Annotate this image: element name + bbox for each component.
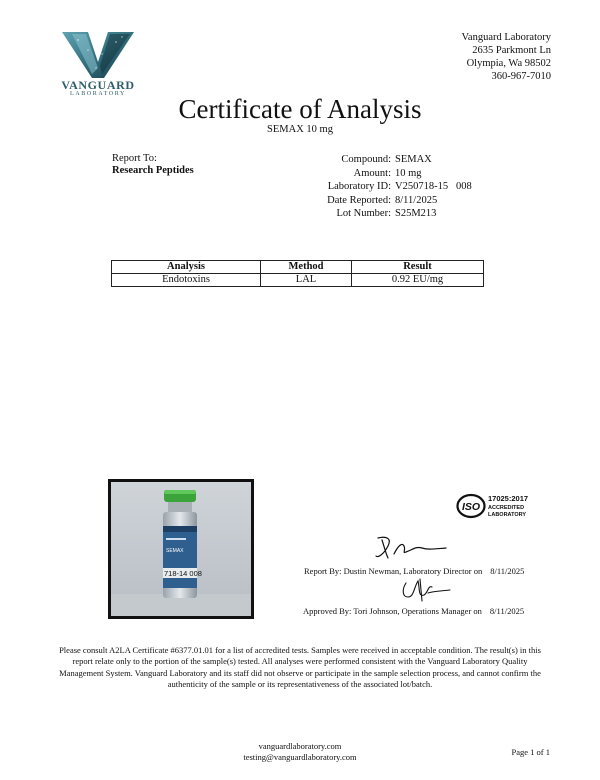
results-table [111, 260, 484, 287]
cell-analysis: Endotoxins [112, 274, 261, 287]
approved-date: 8/11/2025 [489, 606, 525, 616]
info-label: Lot Number: [336, 208, 391, 220]
info-row-laboratory-id [290, 180, 472, 194]
director-signature-icon [372, 532, 448, 562]
report-date: 8/11/2025 [490, 566, 525, 576]
lab-address [461, 31, 551, 83]
vial-batch-text: 718-14 008 [164, 569, 202, 578]
lab-name: Vanguard Laboratory [461, 32, 551, 43]
vial-brand-text: SEMAX [166, 548, 184, 554]
document-title: Certificate of Analysis [178, 94, 422, 124]
page-number: Page 1 of 1 [511, 747, 550, 757]
info-label: Compound: [341, 154, 391, 165]
info-label: Amount: [353, 167, 391, 179]
column-header-method: Method [261, 261, 352, 274]
info-label: Date Reported: [327, 194, 391, 206]
iso-laboratory: LABORATORY [488, 512, 527, 518]
cell-method: LAL [261, 274, 352, 287]
info-value: V250718-15 008 [395, 181, 472, 193]
report-to-name: Research Peptides [112, 165, 194, 176]
column-header-analysis: Analysis [112, 261, 261, 274]
table-row [112, 274, 484, 287]
info-value: 8/11/2025 [395, 194, 438, 206]
footer-email[interactable]: testing@vanguardlaboratory.com [243, 752, 357, 762]
info-row-date-reported [290, 194, 472, 208]
cell-result: 0.92 EU/mg [352, 274, 484, 287]
document-subtitle: SEMAX 10 mg [267, 124, 333, 135]
column-header-result: Result [352, 261, 484, 274]
iso-standard: 17025:2017 [488, 494, 529, 503]
approved-by-line [303, 606, 524, 616]
disclaimer-text: Please consult A2LA Certificate #6377.01.01 for a list of accredited tests. Samples were received in acceptable condition. The result(s) in this report relate only to the portion of the sample(s) tested. All analyses were performed consistent with the Vanguard Laboratory Quality Management System. Vanguard Laboratory and its staff did not observe or participate in the sample selection process, and cannot confirm the authenticity of the sample or its representativeness of the associated lot/batch. [59, 645, 541, 689]
footer-website[interactable]: vanguardlaboratory.com [258, 741, 342, 751]
footer [0, 741, 600, 763]
report-to-label: Report To: [112, 153, 157, 164]
info-row-amount [290, 167, 472, 181]
info-row-lot-number [290, 207, 472, 221]
sample-info [290, 153, 472, 221]
info-value: 10 mg [395, 167, 422, 179]
lab-city: Olympia, Wa 98502 [466, 58, 551, 69]
logo-wordmark: VANGUARD [61, 78, 135, 92]
lab-phone: 360-967-7010 [491, 71, 551, 82]
iso-label: ISO [461, 501, 481, 513]
vial-photo-image [111, 482, 251, 616]
iso-accredited: ACCREDITED [488, 505, 525, 511]
info-row-compound [290, 153, 472, 167]
logo-subtitle: LABORATORY [70, 91, 126, 97]
sample-photo [108, 479, 254, 619]
iso-accreditation-icon [456, 492, 552, 520]
report-by-text: Report By: Dustin Newman, Laboratory Director on [304, 566, 483, 576]
info-label: Laboratory ID: [327, 181, 391, 193]
table-header-row [112, 261, 484, 274]
info-value: S25M213 [395, 208, 437, 220]
approved-by-text: Approved By: Tori Johnson, Operations Manager on [303, 606, 482, 616]
info-value: SEMAX [395, 154, 432, 165]
manager-signature-icon [398, 575, 452, 603]
lab-street: 2635 Parkmont Ln [472, 45, 551, 56]
